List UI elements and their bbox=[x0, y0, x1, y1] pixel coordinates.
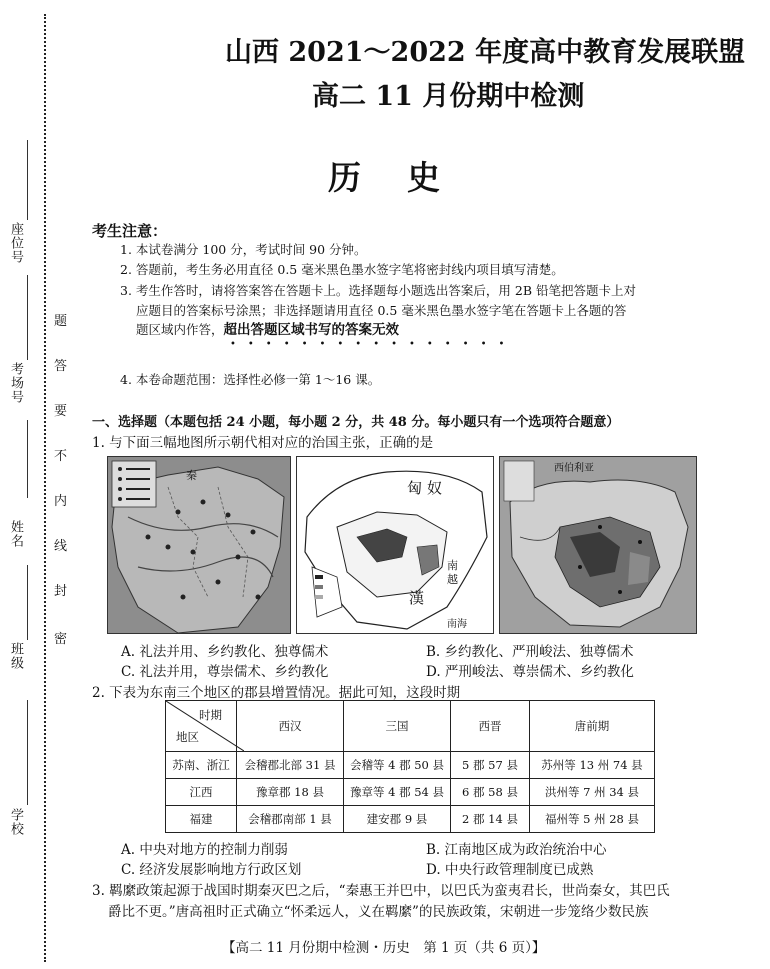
q1-option-c[interactable]: C. 礼法并用，尊崇儒术、乡约教化 bbox=[121, 664, 329, 680]
table-column-header: 唐前期 bbox=[530, 701, 655, 752]
notice-item: 4. 本卷命题范围：选择性必修一第 1～16 课。 bbox=[120, 372, 381, 387]
table-cell: 2 郡 14 县 bbox=[451, 806, 530, 833]
table-cell: 建安郡 9 县 bbox=[344, 806, 451, 833]
name-label: 姓名 bbox=[8, 520, 23, 548]
name-field[interactable] bbox=[27, 420, 28, 498]
table-cell: 福州等 5 州 28 县 bbox=[530, 806, 655, 833]
seal-char: 封 bbox=[54, 584, 68, 599]
notice-item-text: 题区域内作答， bbox=[136, 322, 224, 337]
map-han bbox=[296, 456, 494, 634]
table-header-row bbox=[166, 701, 655, 752]
map-label: 越 bbox=[447, 573, 458, 586]
q2-option-c[interactable]: C. 经济发展影响地方行政区划 bbox=[121, 862, 302, 878]
table-cell: 豫章郡 18 县 bbox=[237, 779, 344, 806]
table-corner-cell bbox=[166, 701, 237, 752]
notice-item-line bbox=[136, 322, 399, 338]
table-cell: 洪州等 7 州 34 县 bbox=[530, 779, 655, 806]
table-row bbox=[166, 752, 655, 779]
seal-char: 题 bbox=[54, 314, 68, 329]
map-label: 西伯利亚 bbox=[554, 463, 594, 474]
page-footer: 【高二 11 月份期中检测・历史 第 1 页（共 6 页）】 bbox=[222, 940, 546, 956]
notice-item: 2. 答题前，考生务必用直径 0.5 毫米黑色墨水签字笔将密封线内项目填写清楚。 bbox=[120, 262, 564, 277]
map-label: 秦 bbox=[186, 469, 197, 482]
section-heading: 一、选择题（本题包括 24 小题，每小题 2 分，共 48 分。每小题只有一个选项符合题意） bbox=[92, 415, 620, 430]
map-label: 南 bbox=[447, 559, 458, 572]
answer-warning: 超出答题区域书写的答案无效 bbox=[223, 322, 400, 338]
table-cell: 江西 bbox=[166, 779, 237, 806]
notice-item: 3. 考生作答时，请将答案答在答题卡上。选择题每小题选出答案后，用 2B 铅笔把答题卡上对 bbox=[120, 283, 636, 298]
q1-option-a[interactable]: A. 礼法并用、乡约教化、独尊儒术 bbox=[121, 644, 329, 660]
class-label: 班级 bbox=[8, 642, 23, 670]
notice-item: 应题目的答案标号涂黑；非选择题请用直径 0.5 毫米黑色墨水签字笔在答题卡上各题的答 bbox=[136, 303, 627, 318]
question-3-line1: 3. 羁縻政策起源于战国时期秦灭巴之后，“秦惠王并巴中，以巴氏为蛮夷君长，世尚秦女，其巴氏 bbox=[92, 883, 670, 899]
table-cell: 苏州等 13 州 74 县 bbox=[530, 752, 655, 779]
class-field[interactable] bbox=[27, 565, 28, 640]
table-cell: 苏南、浙江 bbox=[166, 752, 237, 779]
table-cell: 5 郡 57 县 bbox=[451, 752, 530, 779]
emphasis-dots: •••••••••••••••• bbox=[230, 339, 517, 350]
q1-option-b[interactable]: B. 乡约教化、严刑峻法、独尊儒术 bbox=[426, 644, 634, 660]
table-column-header: 西晋 bbox=[451, 701, 530, 752]
exam-room-field[interactable] bbox=[27, 275, 28, 360]
map-qin bbox=[107, 456, 291, 634]
exam-room-label: 考场号 bbox=[8, 362, 23, 404]
exam-title-line1: 山西 2021～2022 年度高中教育发展联盟 bbox=[225, 37, 746, 68]
seal-char: 不 bbox=[54, 449, 68, 464]
q2-option-b[interactable]: B. 江南地区成为政治统治中心 bbox=[426, 842, 607, 858]
seal-char: 密 bbox=[54, 632, 68, 647]
table-column-header: 三国 bbox=[344, 701, 451, 752]
notice-heading: 考生注意： bbox=[92, 222, 168, 240]
map-label: 南海 bbox=[447, 619, 467, 630]
exam-title-line2: 高二 11 月份期中检测 bbox=[312, 81, 585, 112]
question-1-stem: 1. 与下面三幅地图所示朝代相对应的治国主张，正确的是 bbox=[92, 435, 434, 451]
county-table bbox=[165, 700, 655, 833]
map-label: 漢 bbox=[409, 589, 425, 607]
map-later-dynasty bbox=[499, 456, 697, 634]
q1-option-d[interactable]: D. 严刑峻法、尊崇儒术、乡约教化 bbox=[426, 664, 634, 680]
table-cell: 6 郡 58 县 bbox=[451, 779, 530, 806]
seal-char: 要 bbox=[54, 404, 68, 419]
subject-title: 历史 bbox=[328, 158, 486, 197]
table-cell: 会稽郡南部 1 县 bbox=[237, 806, 344, 833]
table-cell: 会稽等 4 郡 50 县 bbox=[344, 752, 451, 779]
q2-option-a[interactable]: A. 中央对地方的控制力削弱 bbox=[121, 842, 288, 858]
table-column-header: 西汉 bbox=[237, 701, 344, 752]
seat-number-label: 座位号 bbox=[8, 222, 23, 264]
corner-top-label: 时期 bbox=[199, 708, 222, 722]
table-cell: 豫章等 4 郡 54 县 bbox=[344, 779, 451, 806]
table-row bbox=[166, 806, 655, 833]
table-cell: 会稽郡北部 31 县 bbox=[237, 752, 344, 779]
seal-char: 内 bbox=[54, 494, 68, 509]
corner-bottom-label: 地区 bbox=[176, 730, 199, 744]
seal-char: 答 bbox=[54, 359, 68, 374]
question-3-line2: 爵比不更。”唐高祖时正式确立“怀柔远人，义在羁縻”的民族政策，宋朝进一步笼络少数民族 bbox=[108, 904, 649, 920]
table-row bbox=[166, 779, 655, 806]
school-label: 学校 bbox=[8, 808, 23, 836]
map-label: 匈 bbox=[407, 479, 423, 497]
school-field[interactable] bbox=[27, 700, 28, 805]
question-2-stem: 2. 下表为东南三个地区的郡县增置情况。据此可知，这段时期 bbox=[92, 685, 461, 701]
binding-dotted-line bbox=[44, 14, 46, 962]
map-label: 奴 bbox=[427, 479, 443, 497]
table-cell: 福建 bbox=[166, 806, 237, 833]
q2-option-d[interactable]: D. 中央行政管理制度已成熟 bbox=[426, 862, 594, 878]
seal-char: 线 bbox=[54, 539, 68, 554]
seat-number-field[interactable] bbox=[27, 140, 28, 220]
notice-item: 1. 本试卷满分 100 分，考试时间 90 分钟。 bbox=[120, 242, 367, 257]
